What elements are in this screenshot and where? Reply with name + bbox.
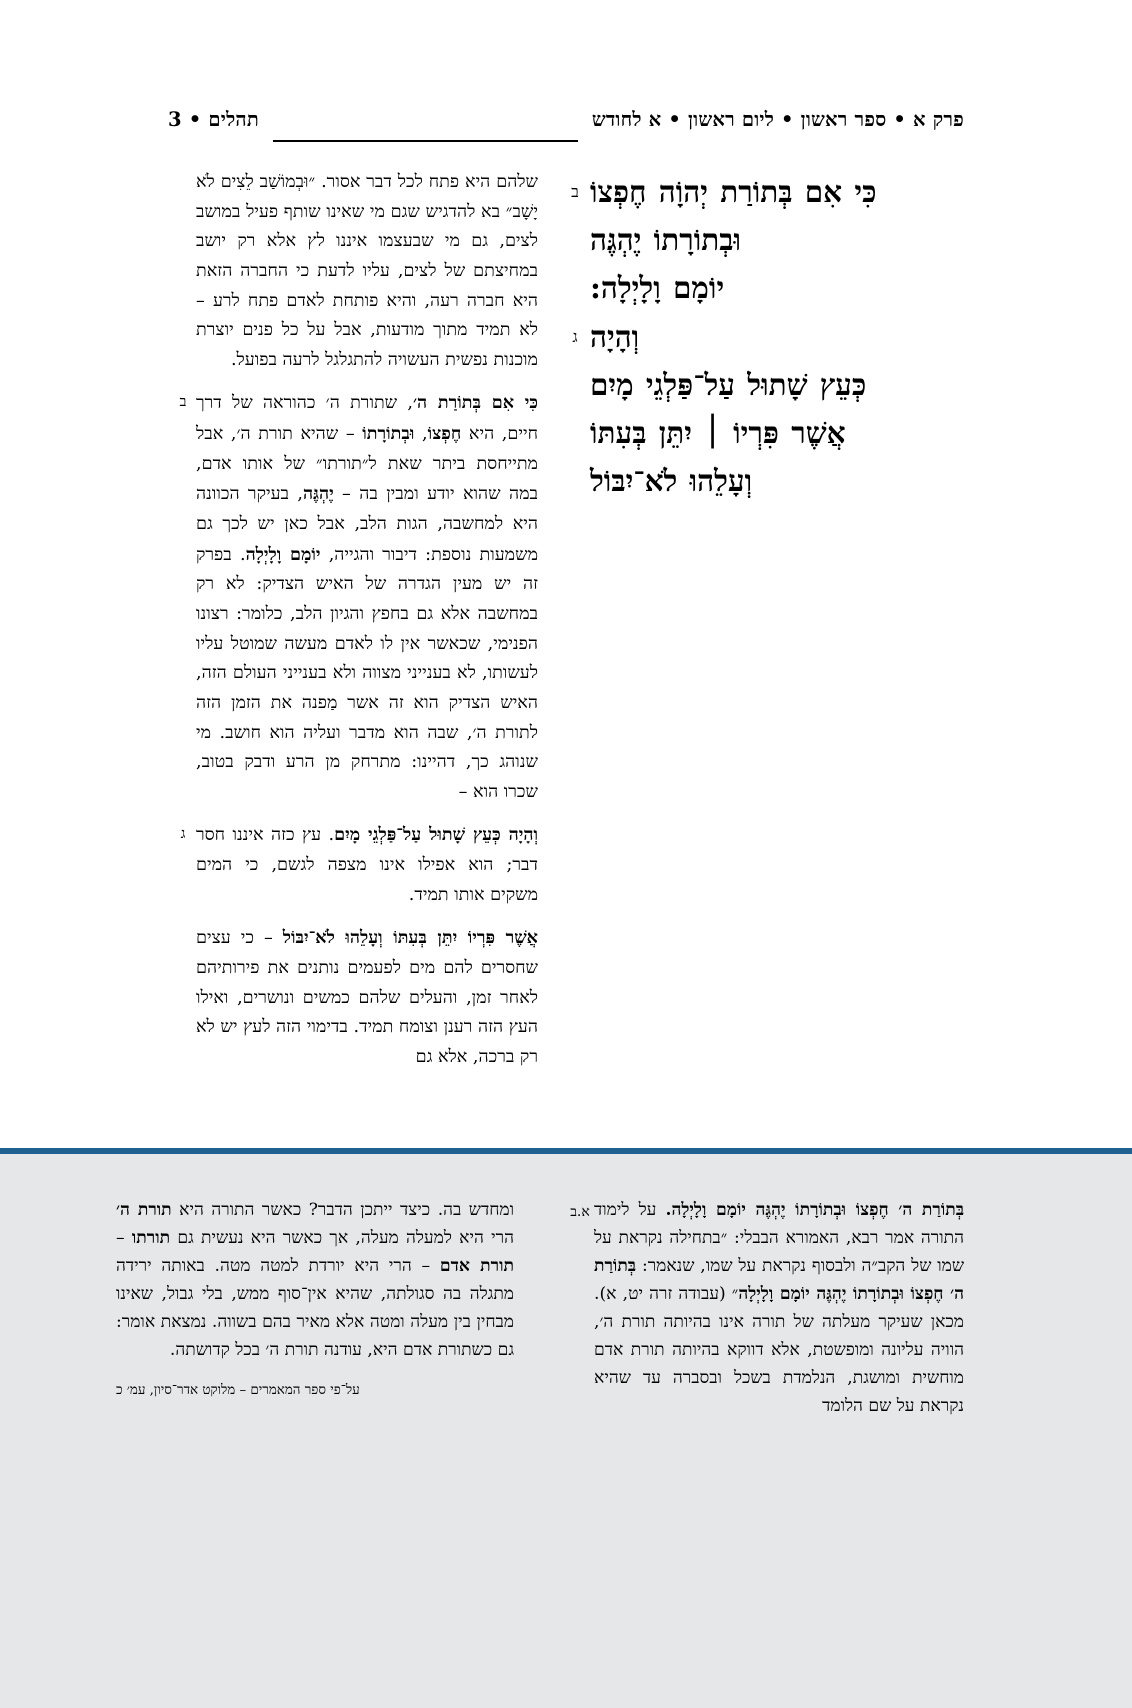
notes-area: [116, 1196, 964, 1420]
running-head-left: תהלים • 3: [168, 108, 259, 131]
commentary-text: וְהָיָה כְּעֵץ שָׁתוּל עַל־פַּלְגֵי מָיִם. עץ כזה איננו חסר דבר; הוא אפילו אינו מצפה לגשם, כי המים משקים אותו תמיד.: [196, 824, 538, 905]
commentary-text: כִּי אִם בְּתוֹרַת ה׳, שתורת ה׳ כהוראה של דרך חיים, היא חֶפְצוֹ, וּבְתוֹרָתוֹ – שהיא תורת ה׳, אבל מתייחסת ביתר שאת ל״תורתו״ של אותו אדם, במה שהוא יודע ומבין בה – יֶהְגֶּה, בעיקר הכוונה היא למחשבה, הגות הלב, אבל כאן יש לכך גם משמעות נוספת: דיבור והגייה, יוֹמָם וָלָיְלָה. בפרק זה יש מעין הגדרה של האיש הצדיק: לא רק במחשבה אלא גם בחפץ והגיון הלב, כלומר: רצונו הפנימי, שכאשר אין לו לאדם מעשה שמוטל עליו לעשותו, לא בענייני מצווה ולא בענייני העולם הזה, האיש הצדיק הוא זה אשר מַפנה את הזמן הזה לתורת ה׳, שבה הוא מדבר ועליה הוא חושב. מי שנוהג כך, דהיינו: מתרחק מן הרע ודבק בטוב, שכרו הוא –: [196, 392, 539, 802]
verse-line: וְהָיָה: [590, 319, 640, 355]
commentary-marker: [170, 168, 196, 174]
verse-text: [590, 313, 960, 504]
verse-line: כְּעֵץ שָׁתוּל עַל־פַּלְגֵי מָיִם: [590, 367, 867, 403]
note-text: בְּתוֹרַת ה׳ חֶפְצוֹ וּבְתוֹרָתוֹ יֶהְגֶּה יוֹמָם וָלָיְלָה. על לימוד התורה אמר רבא, האמורא הבבלי: ״בתחילה נקראת על שמו של הקב״ה ולבסוף נקראת על שמו, שנאמר: בְּתוֹרַת ה׳ חֶפְצוֹ וּבְתוֹרָתוֹ יֶהְגֶּה יוֹמָם וָלָיְלָה״ (עבודה זרה יט, א). מכאן שעיקר מעלתה של תורה אינו בהיותה תורת ה׳, הוויה עליונה ומופשטת, אלא דווקא בהיותה תורת אדם מוחשית ומושגת, הנלמדת בשכל ובסברה עד שהיא נקראת על שם הלומד: [594, 1200, 964, 1417]
verse-marker: ב: [571, 182, 579, 201]
verse-line: וּבְתוֹרָתוֹ יֶהְגֶּה: [590, 221, 742, 257]
note-column-right: [540, 1196, 964, 1420]
running-head: [168, 108, 964, 148]
commentary-marker: [170, 923, 196, 929]
main-body: [168, 168, 964, 1148]
note-source-attribution: על־פי ספר המאמרים – מלוקט אדר־סיון, עמ׳ כ: [116, 1383, 360, 1399]
commentary-marker: ג: [180, 826, 186, 843]
commentary-text: שלהם היא פתח לכל דבר אסור. ״וּבְמוֹשַׁב לֵצִים לֹא יָשָׁב״ בא להדגיש שגם מי שאינו שותף פעיל במושב לצים, גם מי שבעצמו איננו לץ אלא רק יושב במחיצתם של לצים, עליו לדעת כי החברה הזאת היא חברה רעה, והיא פותחת לאדם פתח לרע – לא תמיד מתוך מודעות, אבל על כל פנים יוצרת מוכנות נפשית העשויה להתגלגל לרעה בפועל.: [196, 172, 538, 370]
commentary-column: [168, 168, 560, 1148]
commentary-text: אֲשֶׁר פִּרְיוֹ יִתֵּן בְּעִתּוֹ וְעָלֵהוּ לֹא־יִבּוֹל – כי עצים שחסרים להם מים לפעמים נותנים את פירותיהם לאחר זמן, והעלים שלהם כמשים ונושרים, ואילו העץ הזה רענן וצומח תמיד. בדימוי הזה לעץ יש לא רק ברכה, אלא גם: [196, 927, 538, 1067]
running-head-right: פרק א • ספר ראשון • ליום ראשון • א לחודש: [591, 108, 964, 131]
verse-block: [560, 168, 960, 311]
commentary-paragraph: [170, 388, 538, 807]
commentary-marker: ב: [179, 394, 187, 411]
verse-line: אֲשֶׁר פִּרְיוֹ ׀ יִתֵּן בְּעִתּוֹ: [590, 414, 846, 450]
verse-marker: ג: [572, 327, 578, 347]
verse-block: [560, 313, 960, 504]
commentary-paragraph: [170, 820, 538, 910]
note-column-left: [116, 1196, 540, 1420]
verse-line: כִּי אִם בְּתוֹרַת יְהוָֹה חֶפְצוֹ: [590, 174, 877, 209]
scripture-column: [560, 168, 964, 1148]
commentary-paragraph: [170, 168, 538, 375]
note-row: [566, 1196, 964, 1420]
note-text-continued: ומחדש בה. כיצד ייתכן הדבר? כאשר התורה היא תורת ה׳ הרי היא למעלה מעלה, אך כאשר היא נעשית גם תורתו – תורת אדם – הרי היא יורדת למטה מטה. באותה ירידה מתגלה בה סגולתה, שהיא אין־סוף ממש, בלי גבול, שאינו מבחין בין מעלה ומטה אלא מאיר בהם בשווה. נמצאת אומר: גם כשתורת אדם היא, עודנה תורת ה׳ בכל קדושתה.: [116, 1200, 514, 1361]
note-marker: א.ב: [570, 1204, 590, 1220]
commentary-paragraph: [170, 923, 538, 1072]
verse-line: וְעָלֵהוּ לֹא־יִבּוֹל: [590, 462, 753, 498]
running-head-rule: [273, 140, 578, 142]
verse-text: [590, 168, 960, 311]
verse-line: יוֹמָם וָלָיְלָה:: [590, 269, 725, 305]
